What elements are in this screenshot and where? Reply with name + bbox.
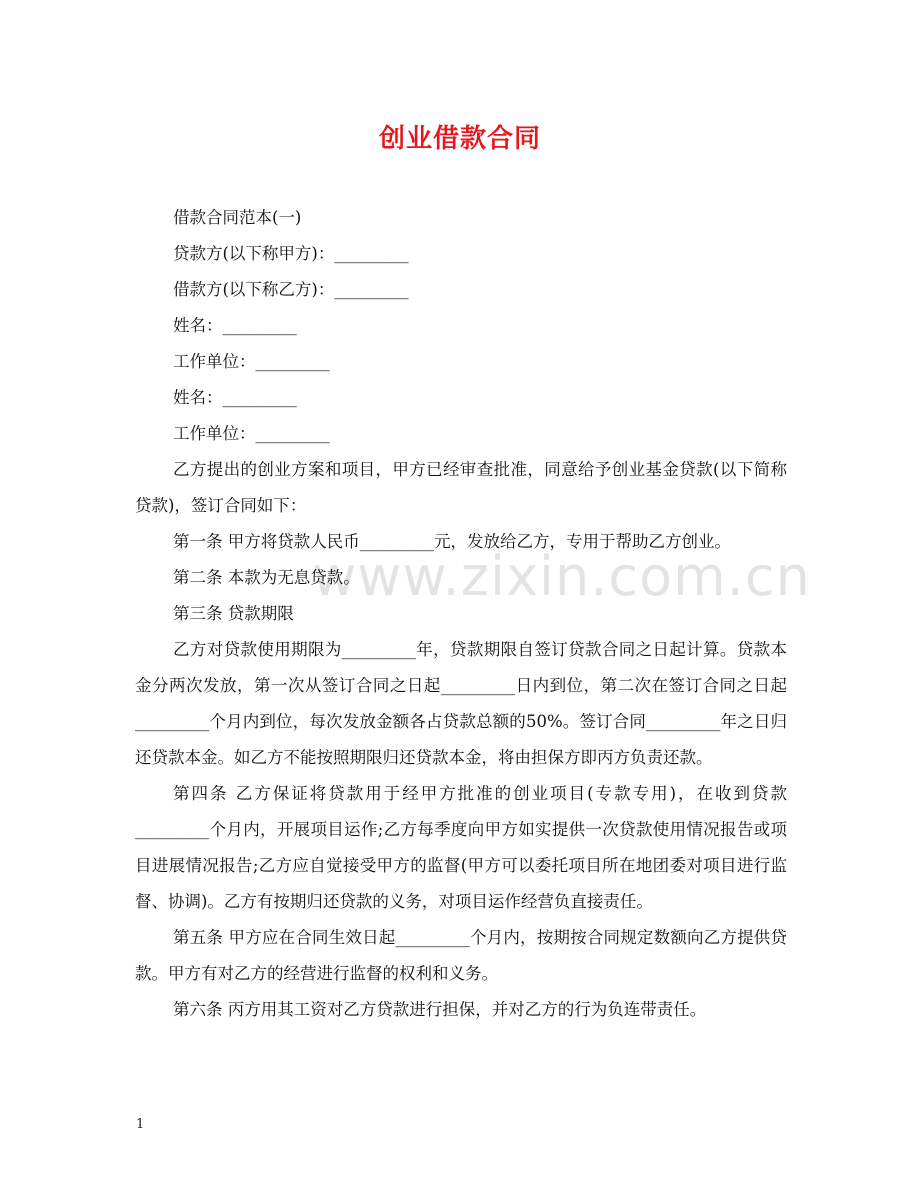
page-number: 1 — [136, 1117, 145, 1132]
intro-line-workplace-2: 工作单位：_________ — [173, 424, 330, 443]
intro-line-lender: 贷款方(以下称甲方)：_________ — [173, 244, 409, 263]
paragraph-article-2: 第二条 本款为无息贷款。 — [173, 568, 360, 587]
paragraph-article-4: 第四条 乙方保证将贷款用于经甲方批准的创业项目(专款专用)，在收到贷款_________个月内，开展项目运作;乙方每季度向甲方如实提供一次贷款使用情况报告或项目进展情况报告;乙方应自觉接受甲方的监督(甲方可以委托项目所在地团委对项目进行监督、协调)。乙方有按期归还贷款的义务，对项目运作经营负直接责任。 — [135, 784, 787, 911]
paragraph-article-1: 第一条 甲方将贷款人民币_________元，发放给乙方，专用于帮助乙方创业。 — [173, 532, 731, 551]
paragraph-article-5: 第五条 甲方应在合同生效日起_________个月内，按期按合同规定数额向乙方提供贷款。甲方有对乙方的经营进行监督的权利和义务。 — [135, 928, 787, 983]
document-body — [135, 200, 787, 1028]
paragraph-article-6: 第六条 丙方用其工资对乙方贷款进行担保，并对乙方的行为负连带责任。 — [173, 1000, 707, 1019]
paragraph-article-3-heading: 第三条 贷款期限 — [173, 604, 294, 623]
intro-line-workplace-1: 工作单位：_________ — [173, 352, 330, 371]
paragraph-article-3-body: 乙方对贷款使用期限为_________年，贷款期限自签订贷款合同之日起计算。贷款本金分两次发放，第一次从签订合同之日起_________日内到位，第二次在签订合同之日起_________个月内到位，每次发放金额各占贷款总额的50%。签订合同_________年之日归还贷款本金。如乙方不能按照期限归还贷款本金，将由担保方即丙方负责还款。 — [135, 640, 787, 767]
intro-line-name-1: 姓名：_________ — [173, 316, 297, 335]
watermark: www.zixin.com.cn — [312, 545, 811, 608]
intro-line-borrower: 借款方(以下称乙方)：_________ — [173, 280, 409, 299]
intro-line-name-2: 姓名：_________ — [173, 388, 297, 407]
document-title: 创业借款合同 — [378, 124, 541, 154]
paragraph-preamble: 乙方提出的创业方案和项目，甲方已经审查批准，同意给予创业基金贷款(以下简称贷款)，签订合同如下： — [135, 460, 787, 515]
intro-line-template-name: 借款合同范本(一) — [173, 208, 302, 227]
